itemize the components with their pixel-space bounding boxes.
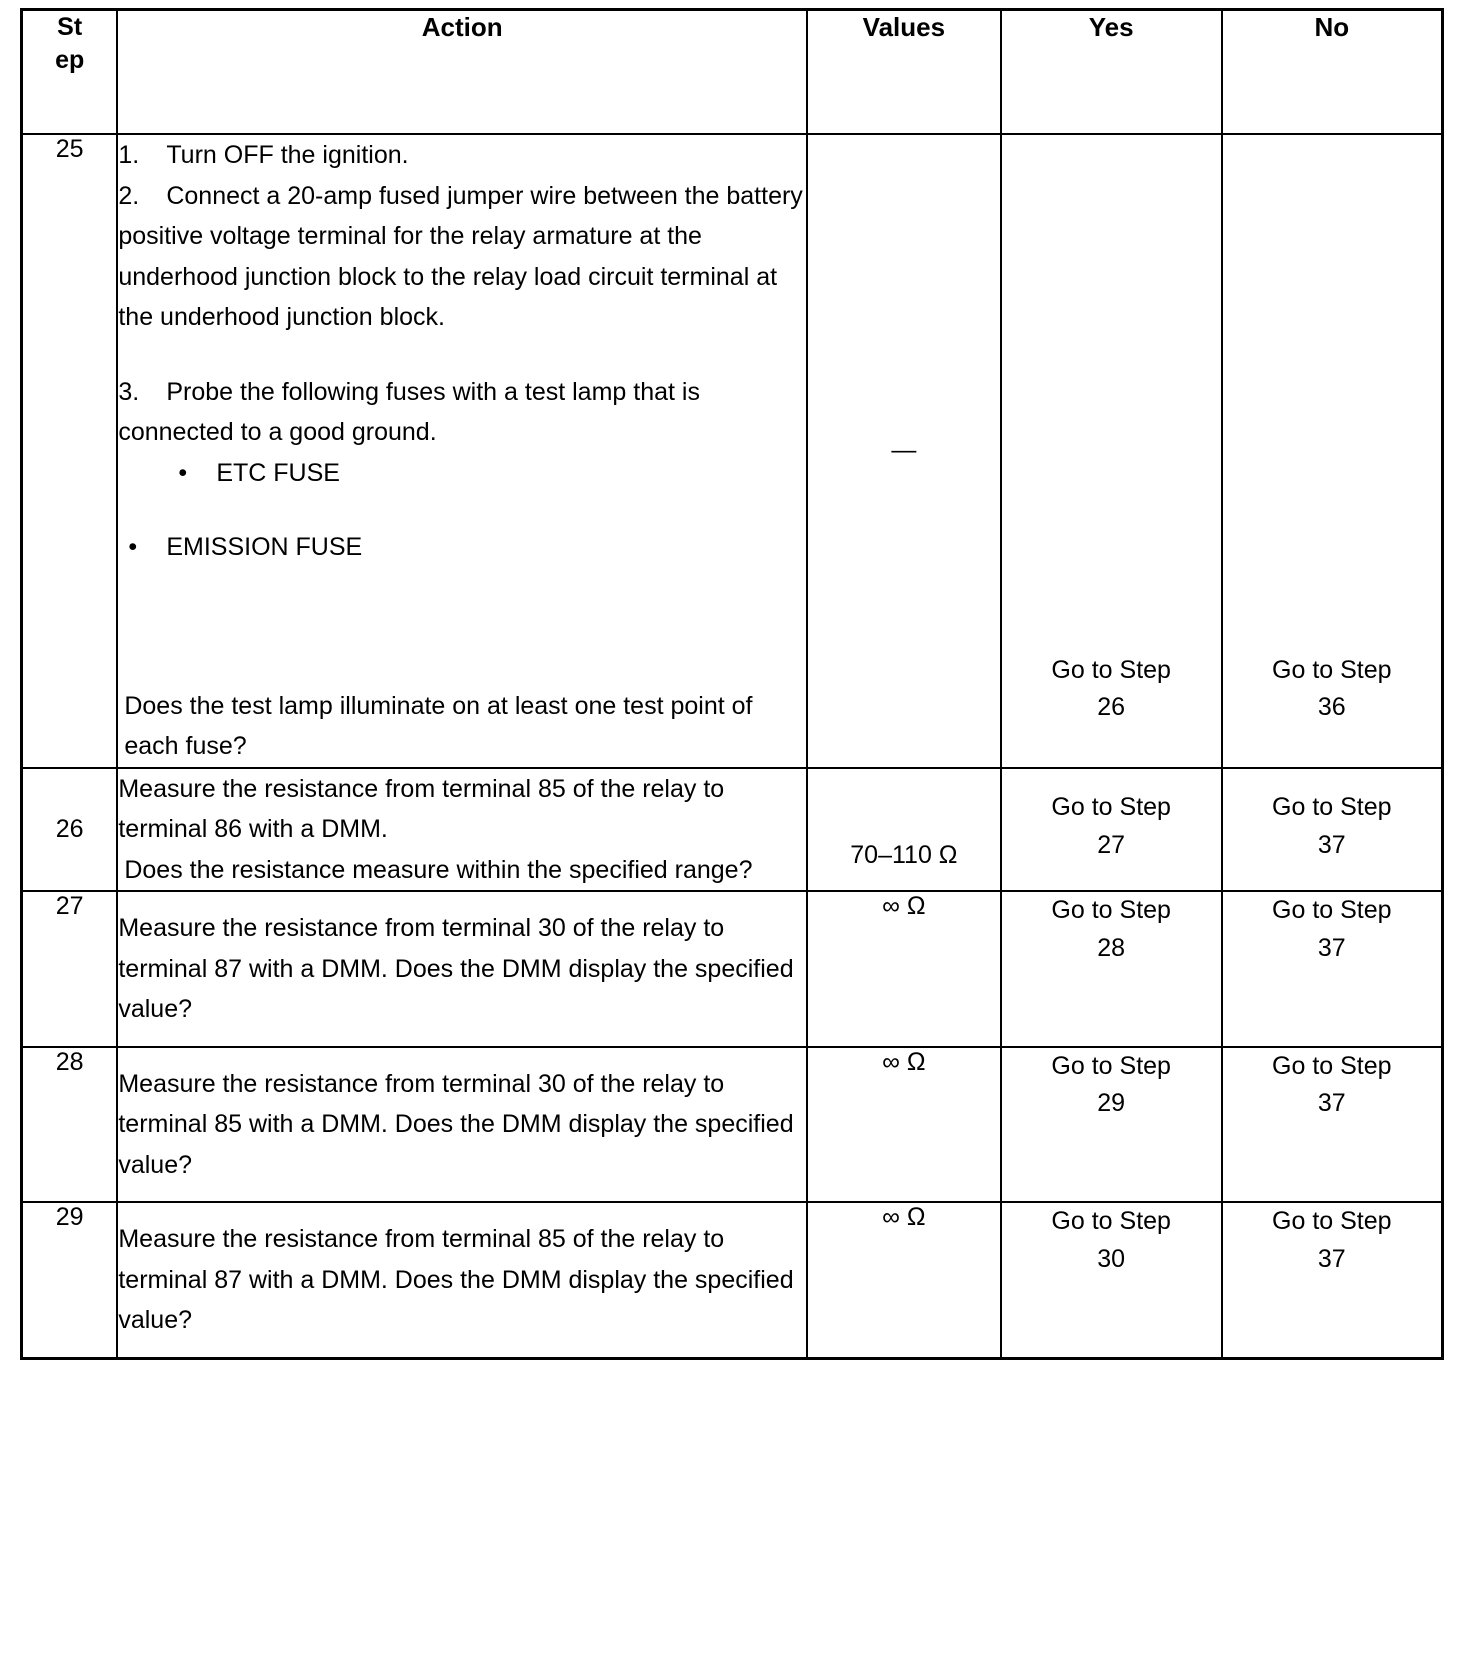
column-header-yes: Yes [1001, 10, 1222, 135]
bullet-icon: • [178, 458, 188, 487]
action-spacer-2 [118, 493, 806, 527]
table-body [22, 134, 1443, 1358]
no-branch-target: 37 [1317, 1089, 1346, 1117]
no-branch-target: 36 [1317, 693, 1346, 721]
yes-branch-target: 28 [1097, 933, 1126, 962]
values-cell: ∞ Ω [807, 891, 1001, 1047]
action-text: Measure the resistance from terminal 30 of the relay to terminal 87 with a DMM. Does the DMM display the specified value? [118, 914, 794, 1023]
action-text: Measure the resistance from terminal 85 of the relay to terminal 87 with a DMM. Does the DMM display the specified value? [118, 1225, 794, 1334]
action-bullet-1-text: ETC FUSE [216, 458, 340, 487]
table-header [22, 10, 1443, 135]
yes-branch [1001, 768, 1222, 892]
action-spacer-3 [118, 568, 806, 686]
values-cell: ∞ Ω [807, 1202, 1001, 1358]
no-branch-target: 37 [1317, 830, 1346, 859]
action-numbered-list [118, 135, 806, 767]
yes-branch-target: 30 [1097, 1244, 1126, 1273]
yes-branch-target: 26 [1097, 693, 1126, 721]
no-branch-label: Go to Step [1272, 1207, 1392, 1235]
action-question: Does the test lamp illuminate on at least one test point of each fuse? [124, 691, 753, 760]
step-number: 25 [22, 134, 118, 768]
action-item-3-text: Probe the following fuses with a test lamp that is connected to a good ground. [118, 377, 700, 446]
yes-branch-target: 29 [1097, 1089, 1126, 1117]
no-branch-label: Go to Step [1272, 896, 1392, 924]
column-header-action: Action [117, 10, 807, 135]
no-branch [1222, 768, 1443, 892]
values-cell: 70–110 Ω [807, 768, 1001, 892]
action-bullet-2 [118, 527, 806, 568]
values-cell: ∞ Ω [807, 1047, 1001, 1203]
step-number: 27 [22, 891, 118, 1047]
no-branch-target: 37 [1317, 933, 1346, 962]
yes-branch [1001, 1202, 1222, 1358]
yes-branch [1001, 1047, 1222, 1203]
step-number: 26 [22, 768, 118, 892]
action-bullet-1 [118, 453, 806, 494]
no-branch-label: Go to Step [1272, 793, 1392, 821]
no-branch [1222, 1047, 1443, 1203]
table-row [22, 1047, 1443, 1203]
no-branch [1222, 1202, 1443, 1358]
action-content [117, 134, 807, 768]
no-branch [1222, 891, 1443, 1047]
table-row [22, 1202, 1443, 1358]
yes-branch [1001, 134, 1222, 768]
no-branch-label: Go to Step [1272, 1051, 1392, 1080]
action-item-2-text: Connect a 20-amp fused jumper wire between the battery positive voltage terminal for the relay armature at the underhood junction block to the relay load circuit terminal at the underhood junction block. [118, 181, 803, 331]
action-item-1 [118, 135, 806, 176]
column-header-step [22, 10, 118, 135]
action-item-2 [118, 176, 806, 338]
action-bullet-2-text: EMISSION FUSE [166, 533, 363, 561]
yes-branch-label: Go to Step [1051, 1207, 1171, 1235]
header-row [22, 10, 1443, 135]
action-content [117, 1047, 807, 1203]
table-row [22, 134, 1443, 768]
yes-branch [1001, 891, 1222, 1047]
diagnostic-steps-table [20, 8, 1444, 1360]
action-item-1-text: Turn OFF the ignition. [166, 141, 409, 169]
action-item-1-number: 1. [118, 141, 140, 169]
action-content [117, 891, 807, 1047]
step-number: 29 [22, 1202, 118, 1358]
column-header-step-line2: ep [55, 45, 85, 74]
column-header-values: Values [807, 10, 1001, 135]
action-item-3-number: 3. [118, 377, 140, 406]
action-content [117, 1202, 807, 1358]
action-text: Measure the resistance from terminal 85 of the relay to terminal 86 with a DMM. [118, 774, 725, 843]
no-branch [1222, 134, 1443, 768]
no-branch-label: Go to Step [1272, 655, 1392, 684]
table-row [22, 768, 1443, 892]
action-item-2-number: 2. [118, 181, 140, 210]
values-cell: — [807, 134, 1001, 768]
action-text: Measure the resistance from terminal 30 of the relay to terminal 85 with a DMM. Does the DMM display the specified value? [118, 1069, 794, 1179]
table-row [22, 891, 1443, 1047]
action-question: Does the resistance measure within the specified range? [124, 855, 753, 884]
action-content [117, 768, 807, 892]
action-item-3 [118, 372, 806, 453]
yes-branch-label: Go to Step [1051, 655, 1171, 684]
yes-branch-label: Go to Step [1051, 1051, 1171, 1080]
column-header-step-line1: St [57, 13, 83, 41]
yes-branch-label: Go to Step [1051, 896, 1171, 924]
yes-branch-target: 27 [1097, 830, 1126, 859]
no-branch-target: 37 [1317, 1244, 1346, 1273]
action-spacer [118, 338, 806, 372]
bullet-icon: • [128, 533, 138, 561]
step-number: 28 [22, 1047, 118, 1203]
column-header-no: No [1222, 10, 1443, 135]
yes-branch-label: Go to Step [1051, 793, 1171, 821]
